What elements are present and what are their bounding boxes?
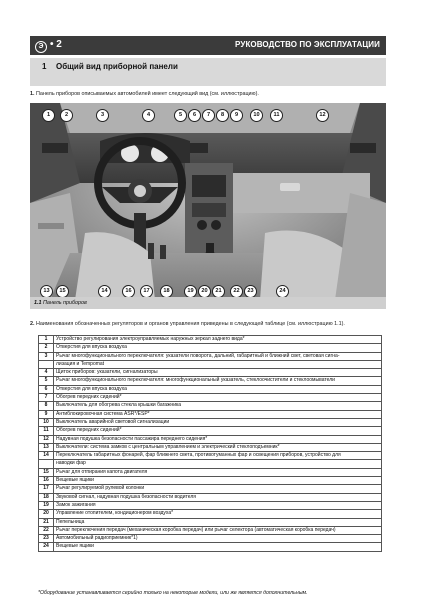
legend-number: 4 [39,369,54,377]
legend-row [39,360,382,368]
section-number: 1 [42,62,47,71]
legend-description: Рычаг многофункционального переключателя: многофункциональный указатель, стеклоочистители и стеклоомыватели [54,377,382,385]
legend-number: 2 [39,344,54,352]
legend-row [39,369,382,377]
legend-row [39,485,382,493]
legend-number: 16 [39,477,54,485]
legend-row [39,394,382,402]
dashboard-photo [30,103,386,300]
legend-row [39,526,382,534]
callout-12: 12 [316,109,329,122]
legend-row [39,377,382,385]
legend-number: 22 [39,526,54,534]
callout-24: 24 [276,285,289,298]
section-heading [30,58,386,86]
legend-description: Управление отопителем, кондиционером воздуха* [54,510,382,518]
legend-description: лизация и Tempomat [54,360,382,368]
legend-row [39,385,382,393]
legend-number: 12 [39,435,54,443]
table-intro-number: 2. [30,321,35,327]
callout-1: 1 [42,109,55,122]
legend-number: 13 [39,443,54,451]
legend-number: 9 [39,410,54,418]
legend-description: Автомобильный радиоприемник*1) [54,535,382,543]
legend-description: Пепельница [54,518,382,526]
legend-row [39,501,382,509]
legend-description: Звуковой сигнал, надувная подушка безопасности водителя [54,493,382,501]
callout-21: 21 [212,285,225,298]
callout-3: 3 [96,109,109,122]
callout-22: 22 [230,285,243,298]
legend-row [39,493,382,501]
legend-row [39,452,382,460]
caption-number: 1.1 [34,300,42,306]
legend-row [39,352,382,360]
legend-number: 6 [39,385,54,393]
table-intro-text: Наименования обозначенных регуляторов и органов управления приведены в следующей таблице (см. иллюстрацию 1.1). [36,321,345,327]
legend-description: Антиблокировочная система ASR*/ESP* [54,410,382,418]
figure-caption [30,297,386,309]
callout-7: 7 [202,109,215,122]
legend-number: 20 [39,510,54,518]
legend-number: 24 [39,543,54,551]
legend-description: Обогрев передних сидений* [54,394,382,402]
legend-row [39,443,382,451]
intro-text: Панель приборов описываемых автомобилей имеет следующий вид (см. иллюстрацию). [36,91,259,97]
legend-number: 5 [39,377,54,385]
legend-description: Рычаг для отпирания капота двигателя [54,468,382,476]
page-header [30,36,386,55]
legend-description: Вещевые ящики [54,477,382,485]
header-title: РУКОВОДСТВО ПО ЭКСПЛУАТАЦИИ [235,40,380,49]
legend-number: 21 [39,518,54,526]
table-intro-paragraph [30,321,390,327]
footnote: *Оборудование устанавливается серийно только на некоторые модели, или же является дополнительным. [38,590,308,596]
callout-4: 4 [142,109,155,122]
legend-description: Надувная подушка безопасности пассажира переднего сидения* [54,435,382,443]
legend-description: Щиток приборов: указатели, сигнализаторы [54,369,382,377]
legend-description: Рычаг многофункционального переключателя: указатели поворота, дальний, габаритный и ближний свет, световая сигна- [54,352,382,360]
legend-row [39,477,382,485]
caption-text: Панель приборов [43,300,87,306]
callout-13: 13 [40,285,53,298]
chapter-number: Э • 2 [35,39,62,53]
callout-19: 19 [184,285,197,298]
callout-17: 17 [140,285,153,298]
legend-number: 15 [39,468,54,476]
dashboard-illustration [30,103,386,300]
legend-description: Обогрев передних сидений* [54,427,382,435]
legend-row [39,543,382,551]
legend-row [39,435,382,443]
legend-number: 1 [39,336,54,344]
legend-description: Выключатели: система замков с центральным управлением и электрический стеклоподъемник* [54,443,382,451]
legend-number: 14 [39,452,54,460]
legend-description: Выключатель аварийной световой сигнализации [54,418,382,426]
legend-row [39,510,382,518]
callout-6: 6 [188,109,201,122]
callout-8: 8 [216,109,229,122]
callout-16: 16 [122,285,135,298]
intro-number: 1. [30,91,35,97]
callout-9: 9 [230,109,243,122]
legend-description: Рычаг регулируемой рулевой колонки [54,485,382,493]
legend-description: Переключатель габаритных фонарей, фар ближнего света, противотуманных фар и освещения приборов, устройство для [54,452,382,460]
legend-description: Рычаг переключения передач (механическая коробка передач) или рычаг селектора (автоматическая коробка передач) [54,526,382,534]
callout-18: 18 [160,285,173,298]
legend-number: 11 [39,427,54,435]
legend-number: 8 [39,402,54,410]
legend-row [39,344,382,352]
legend-table [38,335,382,552]
legend-number: 3 [39,352,54,360]
legend-row [39,410,382,418]
callout-10: 10 [250,109,263,122]
legend-number: 19 [39,501,54,509]
callout-5: 5 [174,109,187,122]
legend-row [39,518,382,526]
legend-description: Устройство регулирования электроуправляемых наружных зеркал заднего вида* [54,336,382,344]
legend-description: Замок зажигания [54,501,382,509]
legend-number: 17 [39,485,54,493]
callout-15: 15 [56,285,69,298]
legend-description: Выключатель для обогрева стекла крышки багажника [54,402,382,410]
legend-row [39,460,382,468]
legend-number: 7 [39,394,54,402]
callout-14: 14 [98,285,111,298]
callout-11: 11 [270,109,283,122]
legend-row [39,418,382,426]
callout-20: 20 [198,285,211,298]
legend-number [39,360,54,368]
legend-description: Вещевые ящики [54,543,382,551]
callout-23: 23 [244,285,257,298]
callout-2: 2 [60,109,73,122]
legend-number [39,460,54,468]
legend-row [39,535,382,543]
legend-row [39,402,382,410]
legend-description: Отверстия для впуска воздуха [54,344,382,352]
legend-row [39,427,382,435]
legend-number: 18 [39,493,54,501]
legend-row [39,468,382,476]
legend-row [39,336,382,344]
legend-description: Отверстия для впуска воздуха [54,385,382,393]
legend-number: 23 [39,535,54,543]
section-title: Общий вид приборной панели [56,62,178,71]
legend-number: 10 [39,418,54,426]
intro-paragraph [30,91,390,97]
chapter-logo-icon: Э [35,41,47,53]
legend-description: наводки фар [54,460,382,468]
